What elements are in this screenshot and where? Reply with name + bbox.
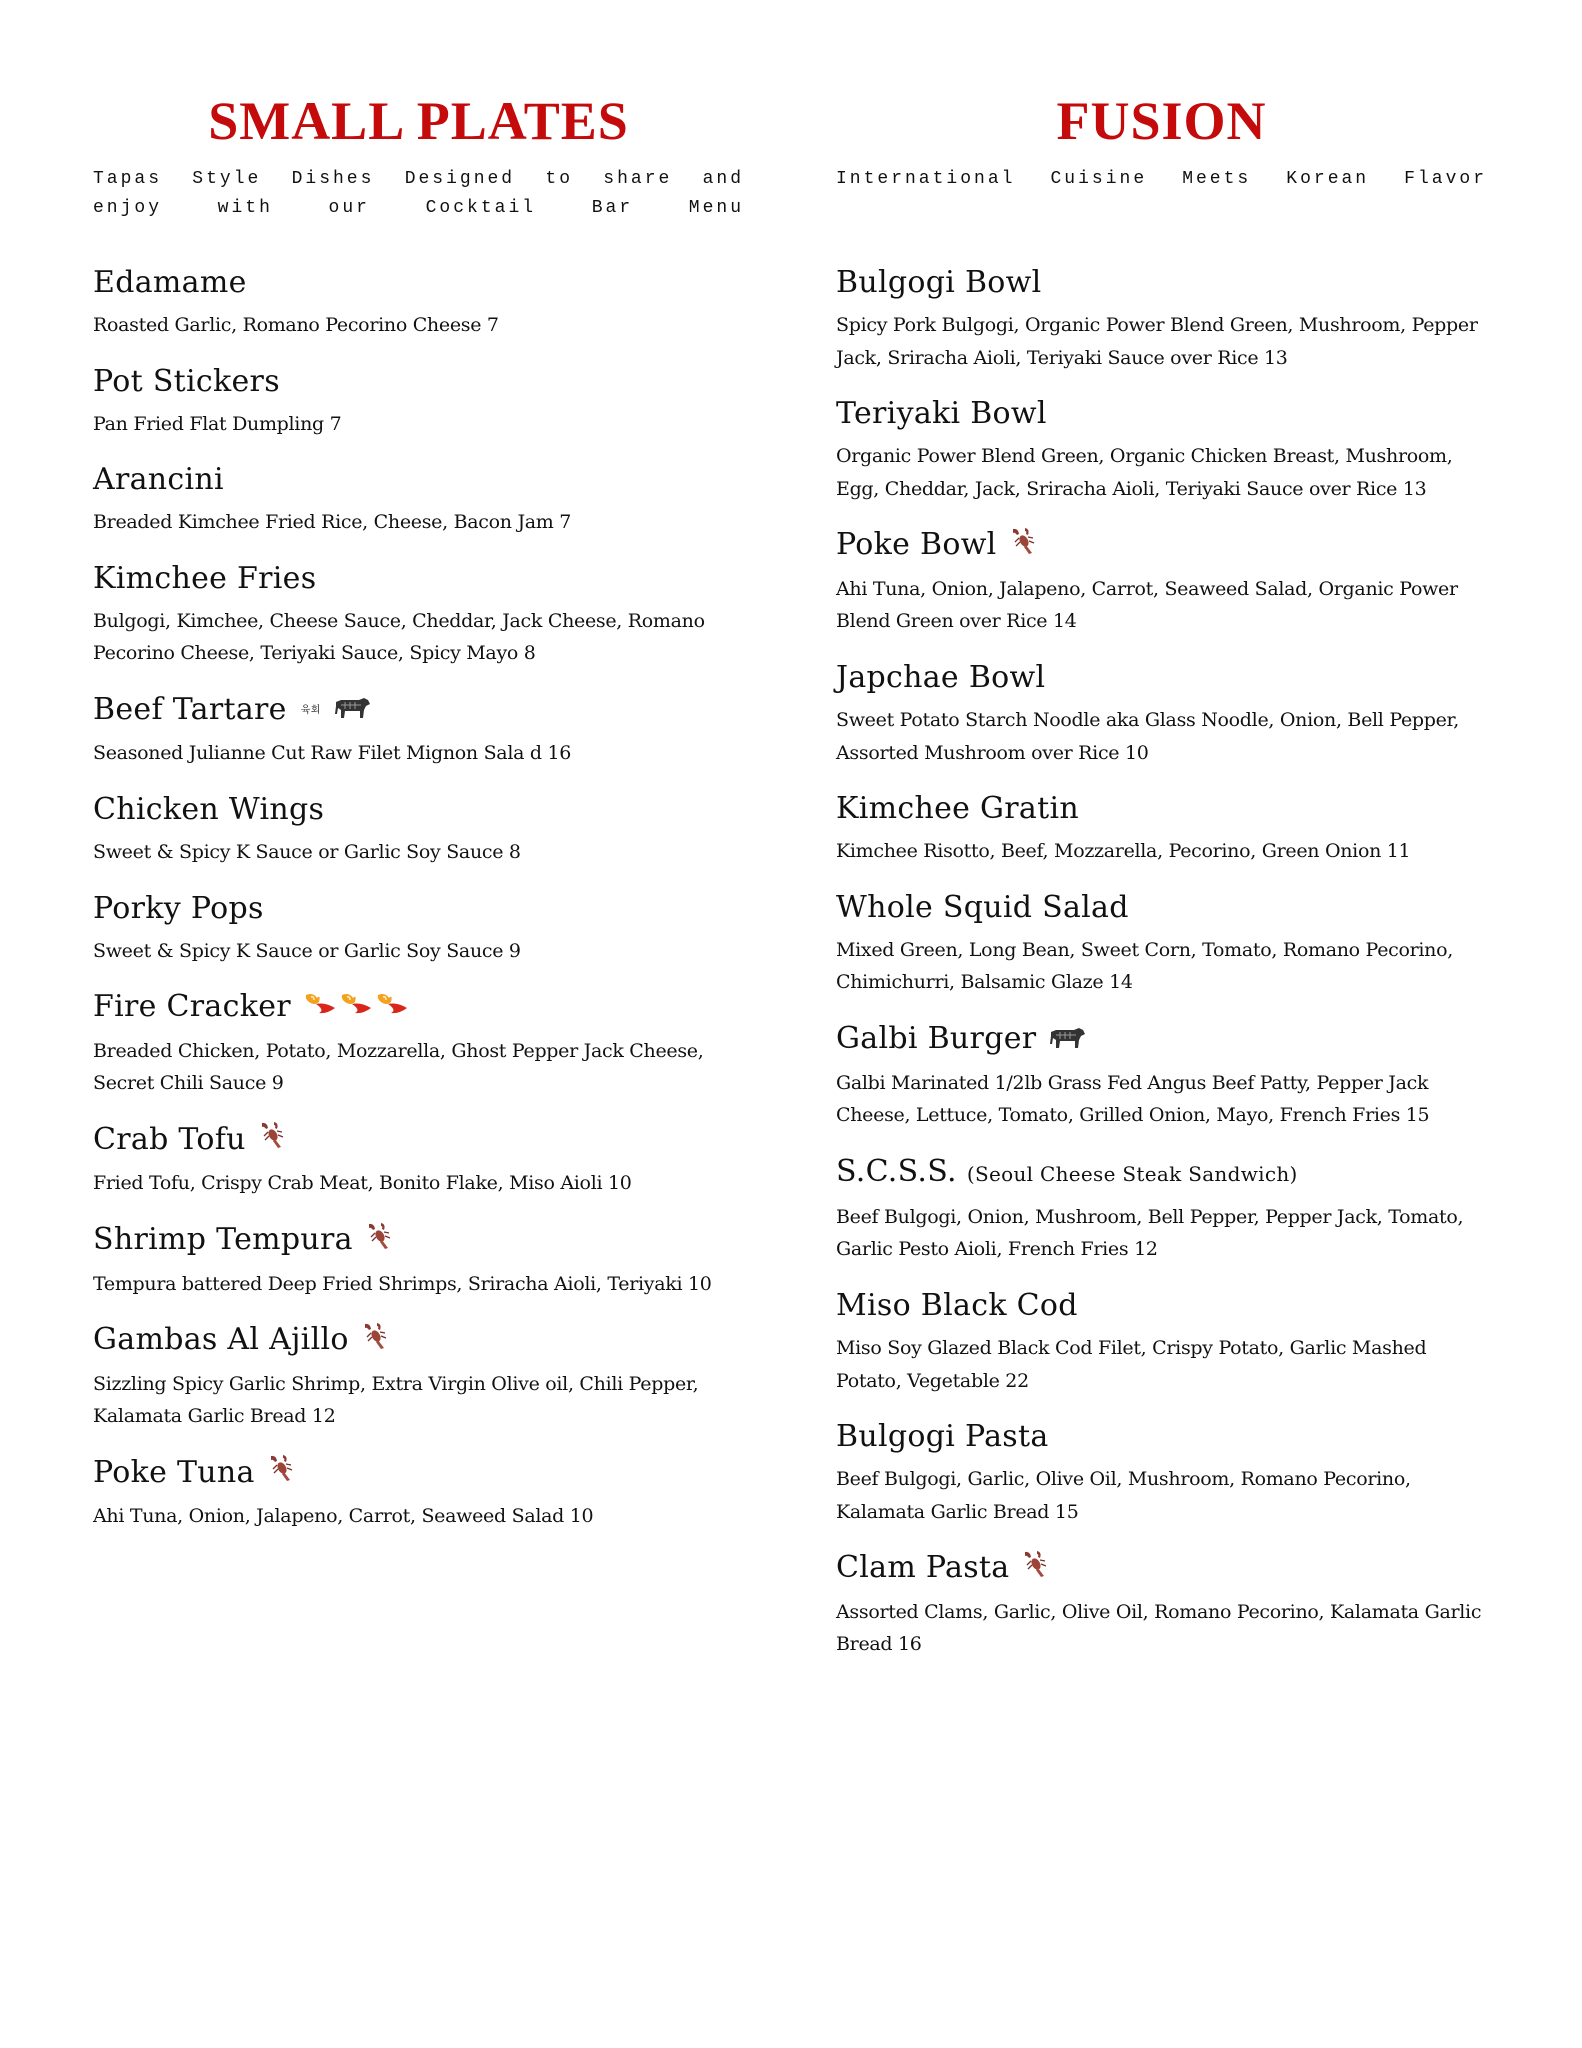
item-name-text: Fire Cracker bbox=[93, 989, 291, 1025]
menu-item bbox=[836, 1415, 1487, 1528]
menu-item-name bbox=[836, 261, 1487, 304]
menu-item bbox=[93, 458, 744, 539]
menu-item-description: Assorted Clams, Garlic, Olive Oil, Romano Pecorino, Kalamata Garlic Bread 16 bbox=[836, 1600, 1482, 1656]
cow-icon bbox=[333, 689, 371, 732]
menu-item-description: Galbi Marinated 1/2lb Grass Fed Angus Beef Patty, Pepper Jack Cheese, Lettuce, Tomato, Grilled Onion, Mayo, French Fries 15 bbox=[836, 1071, 1430, 1127]
item-name-text: Kimchee Gratin bbox=[836, 791, 1079, 827]
menu-item bbox=[93, 261, 744, 342]
hot-pepper-icon bbox=[375, 987, 409, 1030]
menu-item-description: Bulgogi, Kimchee, Cheese Sauce, Cheddar, Jack Cheese, Romano Pecorino Cheese, Teriyaki Sauce, Spicy Mayo 8 bbox=[93, 609, 705, 665]
menu-item-name bbox=[836, 392, 1487, 435]
item-name-text: Clam Pasta bbox=[836, 1550, 1010, 1586]
menu-item-description: Sizzling Spicy Garlic Shrimp, Extra Virgin Olive oil, Chili Pepper, Kalamata Garlic Bread 12 bbox=[93, 1372, 699, 1428]
section-subtitle: Tapas Style Dishes Designed to share and enjoy with our Cocktail Bar Menu bbox=[93, 169, 744, 218]
menu-item-description: Beef Bulgogi, Onion, Mushroom, Bell Pepper, Pepper Jack, Tomato, Garlic Pesto Aioli, French Fries 12 bbox=[836, 1205, 1464, 1261]
menu-item-name bbox=[93, 557, 744, 600]
menu-item-description: Kimchee Risotto, Beef, Mozzarella, Pecorino, Green Onion 11 bbox=[836, 840, 1411, 863]
item-name-text: Bulgogi Bowl bbox=[836, 265, 1042, 300]
item-name-text: Poke Bowl bbox=[836, 527, 997, 563]
hot-pepper-icon bbox=[303, 987, 337, 1030]
menu-item-name bbox=[836, 1546, 1487, 1591]
menu-item-name bbox=[836, 523, 1487, 568]
menu-item-description: Fried Tofu, Crispy Crab Meat, Bonito Flake, Miso Aioli 10 bbox=[93, 1172, 632, 1195]
item-name-text: Bulgogi Pasta bbox=[836, 1419, 1049, 1455]
hot-pepper-icon bbox=[339, 987, 373, 1030]
item-name-text: Galbi Burger bbox=[836, 1021, 1037, 1057]
shellfish-icon bbox=[258, 1119, 286, 1162]
menu-item-name bbox=[93, 1218, 744, 1263]
item-name-text: Pot Stickers bbox=[93, 363, 280, 399]
menu-item-name bbox=[93, 1318, 744, 1363]
shellfish-icon bbox=[365, 1220, 393, 1263]
menu-item bbox=[93, 688, 744, 770]
menu-item-list bbox=[93, 261, 744, 1551]
item-name-text: Arancini bbox=[93, 462, 224, 498]
menu-item-description: Breaded Kimchee Fried Rice, Cheese, Bacon Jam 7 bbox=[93, 511, 572, 534]
menu-item bbox=[93, 985, 744, 1100]
menu-item-description: Organic Power Blend Green, Organic Chicken Breast, Mushroom, Egg, Cheddar, Jack, Sriracha Aioli, Teriyaki Sauce over Rice 13 bbox=[836, 445, 1453, 500]
item-name-text: Kimchee Fries bbox=[93, 560, 317, 596]
item-name-text: Poke Tuna bbox=[93, 1454, 255, 1490]
menu-item-description: Tempura battered Deep Fried Shrimps, Sriracha Aioli, Teriyaki 10 bbox=[93, 1272, 712, 1295]
item-name-text: Chicken Wings bbox=[93, 792, 325, 828]
menu-item bbox=[93, 557, 744, 670]
menu-item-description: Spicy Pork Bulgogi, Organic Power Blend Green, Mushroom, Pepper Jack, Sriracha Aioli, Teriyaki Sauce over Rice 13 bbox=[836, 314, 1478, 369]
small-plates-section bbox=[93, 88, 744, 1528]
korean-name: 육회 bbox=[300, 705, 321, 717]
menu-item bbox=[836, 1150, 1487, 1266]
menu-item-description: Miso Soy Glazed Black Cod Filet, Crispy Potato, Garlic Mashed Potato, Vegetable 22 bbox=[836, 1336, 1427, 1392]
menu-item-name bbox=[836, 1017, 1487, 1062]
menu-item bbox=[836, 261, 1487, 374]
menu-item-name bbox=[93, 887, 744, 930]
menu-item-description: Pan Fried Flat Dumpling 7 bbox=[93, 412, 342, 435]
menu-item-name bbox=[93, 788, 744, 831]
menu-item-name bbox=[836, 787, 1487, 830]
menu-item bbox=[836, 1546, 1487, 1661]
item-name-text: Porky Pops bbox=[93, 890, 264, 926]
menu-item-name bbox=[836, 1150, 1487, 1196]
menu-item bbox=[93, 1451, 744, 1533]
menu-item-name bbox=[93, 458, 744, 501]
item-name-note: (Seoul Cheese Steak Sandwich) bbox=[966, 1161, 1298, 1186]
fusion-section bbox=[836, 88, 1487, 1656]
menu-item bbox=[93, 1318, 744, 1433]
item-name-text: S.C.S.S. bbox=[836, 1153, 957, 1189]
menu-item bbox=[93, 788, 744, 869]
menu-item-name bbox=[836, 1284, 1487, 1327]
menu-item bbox=[836, 1284, 1487, 1397]
item-name-text: Japchae Bowl bbox=[836, 660, 1046, 696]
menu-item-name bbox=[836, 886, 1487, 929]
menu-item-description: Sweet Potato Starch Noodle aka Glass Noodle, Onion, Bell Pepper, Assorted Mushroom over Rice 10 bbox=[836, 709, 1459, 764]
menu-item-description: Mixed Green, Long Bean, Sweet Corn, Tomato, Romano Pecorino, Chimichurri, Balsamic Glaze 14 bbox=[836, 938, 1453, 994]
menu-item bbox=[93, 360, 744, 441]
menu-item-description: Beef Bulgogi, Garlic, Olive Oil, Mushroom, Romano Pecorino, Kalamata Garlic Bread 15 bbox=[836, 1468, 1411, 1523]
shellfish-icon bbox=[1021, 1548, 1049, 1591]
shellfish-icon bbox=[1009, 525, 1037, 568]
menu-item bbox=[836, 656, 1487, 769]
cow-icon bbox=[1048, 1019, 1086, 1062]
menu-item-description: Seasoned Julianne Cut Raw Filet Mignon Sala d 16 bbox=[93, 742, 572, 765]
menu-item bbox=[836, 392, 1487, 505]
item-name-text: Edamame bbox=[93, 265, 247, 300]
item-name-text: Whole Squid Salad bbox=[836, 889, 1129, 925]
shellfish-icon bbox=[361, 1320, 389, 1363]
item-name-text: Miso Black Cod bbox=[836, 1287, 1078, 1323]
menu-item-name bbox=[836, 1415, 1487, 1458]
menu-item-name bbox=[93, 1451, 744, 1496]
menu-item-name bbox=[93, 688, 744, 733]
menu-item-name bbox=[93, 360, 744, 403]
menu-item-name bbox=[93, 261, 744, 304]
menu-item-list bbox=[836, 261, 1487, 1679]
menu-item bbox=[93, 1218, 744, 1300]
menu-item-name bbox=[836, 656, 1487, 699]
menu-item bbox=[93, 1118, 744, 1200]
shellfish-icon bbox=[267, 1452, 295, 1495]
section-subtitle: International Cuisine Meets Korean Flavor bbox=[836, 169, 1487, 189]
item-name-text: Gambas Al Ajillo bbox=[93, 1322, 349, 1358]
menu-item-description: Breaded Chicken, Potato, Mozzarella, Ghost Pepper Jack Cheese, Secret Chili Sauce 9 bbox=[93, 1039, 704, 1095]
menu-item bbox=[93, 887, 744, 968]
menu-item-description: Ahi Tuna, Onion, Jalapeno, Carrot, Seaweed Salad 10 bbox=[93, 1505, 594, 1528]
menu-item-description: Roasted Garlic, Romano Pecorino Cheese 7 bbox=[93, 314, 499, 336]
menu-item bbox=[836, 523, 1487, 638]
menu-item bbox=[836, 1017, 1487, 1132]
item-name-text: Teriyaki Bowl bbox=[836, 396, 1047, 432]
item-name-text: Beef Tartare bbox=[93, 691, 287, 727]
menu-item-name bbox=[93, 1118, 744, 1163]
item-name-text: Shrimp Tempura bbox=[93, 1222, 353, 1258]
menu-item-name bbox=[93, 985, 744, 1030]
menu-item-description: Sweet & Spicy K Sauce or Garlic Soy Sauce 9 bbox=[93, 939, 521, 962]
menu-item bbox=[836, 886, 1487, 999]
menu-item-description: Sweet & Spicy K Sauce or Garlic Soy Sauce 8 bbox=[93, 841, 521, 864]
section-title: FUSION bbox=[1056, 91, 1267, 151]
section-title: SMALL PLATES bbox=[208, 91, 629, 151]
menu-item-description: Ahi Tuna, Onion, Jalapeno, Carrot, Seaweed Salad, Organic Power Blend Green over Rice 14 bbox=[836, 577, 1458, 633]
item-name-text: Crab Tofu bbox=[93, 1121, 246, 1157]
menu-item bbox=[836, 787, 1487, 868]
